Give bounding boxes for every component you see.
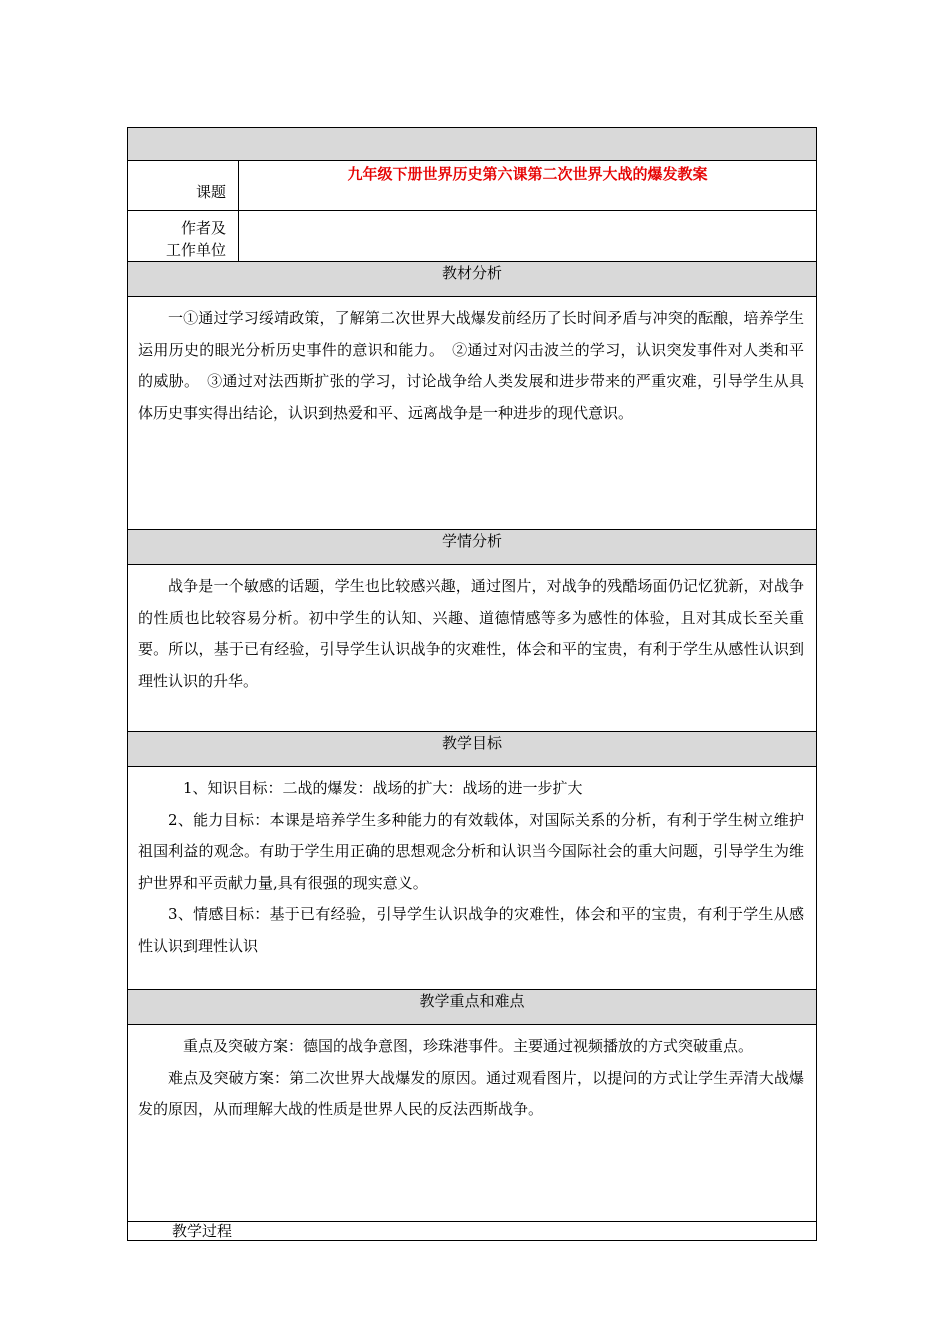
analysis-heading-row [128, 262, 817, 297]
analysis-paragraph: 一①通过学习绥靖政策，了解第二次世界大战爆发前经历了长时间矛盾与冲突的酝酿，培养学生运用历史的眼光分析历史事件的意识和能力。 ②通过对闪击波兰的学习，认识突发事件对人类和平的威胁。 ③通过对法西斯扩张的学习，讨论战争给人类发展和进步带来的严重灾难，引导学生从具体历史事实得出结论，认识到热爱和平、远离战争是一种进步的现代意识。 [138, 309, 804, 422]
author-row [128, 211, 817, 262]
learner-paragraph: 战争是一个敏感的话题，学生也比较感兴趣，通过图片，对战争的残酷场面仍记忆犹新，对战争的性质也比较容易分析。初中学生的认知、兴趣、道德情感等多为感性的体验，且对其成长至关重要。所以，基于已有经验，引导学生认识战争的灾难性，体会和平的宝贵，有利于学生从感性认识到理性认识的升华。 [138, 577, 804, 690]
key-heading-row [128, 990, 817, 1025]
goal-emotion: 3、情感目标：基于已有经验，引导学生认识战争的灾难性，体会和平的宝贵，有利于学生从感性认识到理性认识 [138, 905, 804, 955]
author-label-line1: 作者及 [180, 219, 226, 237]
section-body-learner [128, 565, 817, 732]
learner-heading-row [128, 530, 817, 565]
goals-heading-row [128, 732, 817, 767]
author-label-line2: 工作单位 [165, 241, 226, 259]
top-shaded-cell [128, 128, 817, 161]
section-body-analysis [128, 297, 817, 530]
key-point-focus: 重点及突破方案：德国的战争意图，珍珠港事件。主要通过视频播放的方式突破重点。 [183, 1037, 754, 1055]
section-heading-process: 教学过程 [128, 1222, 817, 1241]
analysis-body-row [128, 297, 817, 530]
section-heading-key-points: 教学重点和难点 [128, 990, 817, 1025]
goal-knowledge: 1、知识目标：二战的爆发：战场的扩大：战场的进一步扩大 [183, 779, 583, 797]
section-heading-analysis: 教材分析 [128, 262, 817, 297]
section-heading-learner: 学情分析 [128, 530, 817, 565]
learner-body-row [128, 565, 817, 732]
table-top-row [128, 128, 817, 161]
title-label: 课题 [128, 161, 239, 211]
goal-ability: 2、能力目标：本课是培养学生多种能力的有效载体，对国际关系的分析，有利于学生树立维护祖国利益的观念。有助于学生用正确的思想观念分析和认识当今国际社会的重大问题，引导学生为维护世界和平贡献力量,具有很强的现实意义。 [138, 810, 804, 892]
author-label [128, 211, 239, 262]
section-body-key-points [128, 1025, 817, 1222]
author-value [239, 211, 817, 262]
section-heading-goals: 教学目标 [128, 732, 817, 767]
goals-body-row [128, 767, 817, 990]
process-heading-row [128, 1222, 817, 1241]
lesson-plan-table [127, 127, 817, 1241]
key-body-row [128, 1025, 817, 1222]
section-body-goals [128, 767, 817, 990]
key-point-difficulty: 难点及突破方案：第二次世界大战爆发的原因。通过观看图片，以提问的方式让学生弄清大战爆发的原因，从而理解大战的性质是世界人民的反法西斯战争。 [138, 1068, 804, 1118]
page-title: 九年级下册世界历史第六课第二次世界大战的爆发教案 [239, 161, 817, 211]
title-row [128, 161, 817, 211]
